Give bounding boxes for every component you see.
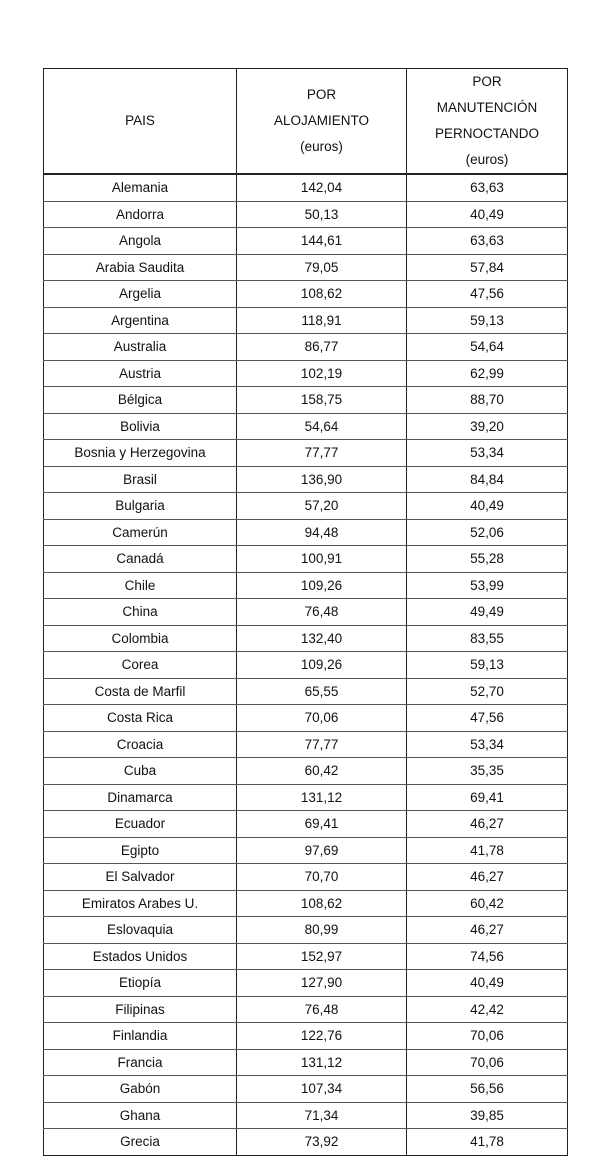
cell-manutencion: 57,84 <box>407 254 568 281</box>
cell-pais: Brasil <box>44 466 237 493</box>
table-row <box>44 652 568 679</box>
cell-pais: Etiopía <box>44 970 237 997</box>
table-row <box>44 307 568 334</box>
cell-manutencion: 63,63 <box>407 228 568 255</box>
cell-alojamiento: 69,41 <box>237 811 407 838</box>
cell-manutencion: 52,70 <box>407 678 568 705</box>
cell-pais: Canadá <box>44 546 237 573</box>
table-row <box>44 334 568 361</box>
table-row <box>44 625 568 652</box>
table-row <box>44 360 568 387</box>
table-row <box>44 970 568 997</box>
cell-pais: Corea <box>44 652 237 679</box>
cell-pais: Colombia <box>44 625 237 652</box>
cell-manutencion: 53,99 <box>407 572 568 599</box>
cell-manutencion: 52,06 <box>407 519 568 546</box>
cell-pais: Emiratos Arabes U. <box>44 890 237 917</box>
cell-pais: Egipto <box>44 837 237 864</box>
table-row <box>44 466 568 493</box>
cell-alojamiento: 50,13 <box>237 201 407 228</box>
cell-manutencion: 88,70 <box>407 387 568 414</box>
table-row <box>44 943 568 970</box>
cell-manutencion: 83,55 <box>407 625 568 652</box>
cell-pais: Croacia <box>44 731 237 758</box>
cell-manutencion: 70,06 <box>407 1049 568 1076</box>
cell-pais: Costa Rica <box>44 705 237 732</box>
header-alojamiento-line2: ALOJAMIENTO <box>273 113 370 128</box>
cell-alojamiento: 109,26 <box>237 652 407 679</box>
table-row <box>44 1049 568 1076</box>
cell-pais: Bosnia y Herzegovina <box>44 440 237 467</box>
cell-alojamiento: 131,12 <box>237 1049 407 1076</box>
header-alojamiento <box>237 69 407 175</box>
cell-alojamiento: 131,12 <box>237 784 407 811</box>
cell-pais: China <box>44 599 237 626</box>
cell-alojamiento: 80,99 <box>237 917 407 944</box>
header-alojamiento-line1: POR <box>306 87 337 102</box>
cell-manutencion: 40,49 <box>407 970 568 997</box>
cell-alojamiento: 118,91 <box>237 307 407 334</box>
cell-alojamiento: 144,61 <box>237 228 407 255</box>
cell-alojamiento: 100,91 <box>237 546 407 573</box>
table-row <box>44 731 568 758</box>
cell-manutencion: 55,28 <box>407 546 568 573</box>
cell-manutencion: 49,49 <box>407 599 568 626</box>
cell-alojamiento: 152,97 <box>237 943 407 970</box>
cell-alojamiento: 94,48 <box>237 519 407 546</box>
cell-pais: Alemania <box>44 174 237 201</box>
table-body <box>44 174 568 1155</box>
table-row <box>44 678 568 705</box>
header-pais <box>44 69 237 175</box>
cell-alojamiento: 65,55 <box>237 678 407 705</box>
cell-alojamiento: 108,62 <box>237 890 407 917</box>
header-pais-label: PAIS <box>125 113 155 128</box>
cell-manutencion: 41,78 <box>407 837 568 864</box>
header-manutencion <box>407 69 568 175</box>
table-row <box>44 387 568 414</box>
cell-manutencion: 59,13 <box>407 307 568 334</box>
cell-alojamiento: 122,76 <box>237 1023 407 1050</box>
table-row <box>44 1102 568 1129</box>
cell-pais: Ecuador <box>44 811 237 838</box>
table-row <box>44 254 568 281</box>
cell-alojamiento: 107,34 <box>237 1076 407 1103</box>
cell-pais: Grecia <box>44 1129 237 1156</box>
cell-pais: Camerún <box>44 519 237 546</box>
cell-alojamiento: 109,26 <box>237 572 407 599</box>
table-row <box>44 440 568 467</box>
cell-manutencion: 40,49 <box>407 493 568 520</box>
cell-pais: Francia <box>44 1049 237 1076</box>
table-row <box>44 201 568 228</box>
cell-manutencion: 84,84 <box>407 466 568 493</box>
table-header-row <box>44 69 568 175</box>
cell-alojamiento: 158,75 <box>237 387 407 414</box>
cell-alojamiento: 57,20 <box>237 493 407 520</box>
cell-pais: Australia <box>44 334 237 361</box>
cell-alojamiento: 54,64 <box>237 413 407 440</box>
cell-manutencion: 63,63 <box>407 174 568 201</box>
cell-pais: Austria <box>44 360 237 387</box>
cell-manutencion: 46,27 <box>407 917 568 944</box>
cell-manutencion: 41,78 <box>407 1129 568 1156</box>
cell-alojamiento: 136,90 <box>237 466 407 493</box>
table-row <box>44 1076 568 1103</box>
allowance-table-page <box>43 68 567 1156</box>
cell-alojamiento: 60,42 <box>237 758 407 785</box>
cell-pais: Bulgaria <box>44 493 237 520</box>
table-row <box>44 811 568 838</box>
cell-manutencion: 56,56 <box>407 1076 568 1103</box>
cell-pais: Bélgica <box>44 387 237 414</box>
table-row <box>44 758 568 785</box>
cell-alojamiento: 127,90 <box>237 970 407 997</box>
table-row <box>44 228 568 255</box>
cell-manutencion: 46,27 <box>407 864 568 891</box>
cell-pais: Finlandia <box>44 1023 237 1050</box>
cell-pais: Andorra <box>44 201 237 228</box>
cell-manutencion: 53,34 <box>407 731 568 758</box>
table-row <box>44 837 568 864</box>
header-alojamiento-line3: (euros) <box>300 139 343 154</box>
cell-pais: Argelia <box>44 281 237 308</box>
cell-manutencion: 60,42 <box>407 890 568 917</box>
cell-pais: Dinamarca <box>44 784 237 811</box>
header-manutencion-line1: POR <box>472 74 502 89</box>
cell-alojamiento: 71,34 <box>237 1102 407 1129</box>
table-row <box>44 493 568 520</box>
table-row <box>44 1023 568 1050</box>
cell-pais: Eslovaquia <box>44 917 237 944</box>
table-row <box>44 864 568 891</box>
table-row <box>44 890 568 917</box>
table-row <box>44 174 568 201</box>
cell-pais: Gabón <box>44 1076 237 1103</box>
table-row <box>44 996 568 1023</box>
cell-alojamiento: 70,06 <box>237 705 407 732</box>
cell-alojamiento: 70,70 <box>237 864 407 891</box>
cell-manutencion: 35,35 <box>407 758 568 785</box>
table-row <box>44 599 568 626</box>
table-row <box>44 281 568 308</box>
cell-manutencion: 42,42 <box>407 996 568 1023</box>
cell-manutencion: 69,41 <box>407 784 568 811</box>
cell-alojamiento: 108,62 <box>237 281 407 308</box>
allowance-table <box>43 68 568 1156</box>
header-manutencion-line2: MANUTENCIÓN <box>436 100 538 115</box>
table-row <box>44 519 568 546</box>
cell-pais: Chile <box>44 572 237 599</box>
cell-pais: Filipinas <box>44 996 237 1023</box>
cell-alojamiento: 77,77 <box>237 731 407 758</box>
cell-manutencion: 47,56 <box>407 281 568 308</box>
cell-manutencion: 47,56 <box>407 705 568 732</box>
table-row <box>44 784 568 811</box>
cell-alojamiento: 86,77 <box>237 334 407 361</box>
header-manutencion-line3: PERNOCTANDO <box>434 126 539 141</box>
cell-pais: Arabia Saudita <box>44 254 237 281</box>
cell-manutencion: 39,20 <box>407 413 568 440</box>
cell-manutencion: 46,27 <box>407 811 568 838</box>
table-row <box>44 546 568 573</box>
cell-pais: Costa de Marfil <box>44 678 237 705</box>
cell-alojamiento: 142,04 <box>237 174 407 201</box>
cell-alojamiento: 77,77 <box>237 440 407 467</box>
cell-manutencion: 40,49 <box>407 201 568 228</box>
cell-pais: Angola <box>44 228 237 255</box>
cell-pais: Ghana <box>44 1102 237 1129</box>
cell-alojamiento: 73,92 <box>237 1129 407 1156</box>
cell-pais: Argentina <box>44 307 237 334</box>
cell-alojamiento: 97,69 <box>237 837 407 864</box>
cell-alojamiento: 76,48 <box>237 996 407 1023</box>
table-row <box>44 413 568 440</box>
cell-pais: Cuba <box>44 758 237 785</box>
cell-alojamiento: 76,48 <box>237 599 407 626</box>
table-row <box>44 917 568 944</box>
table-row <box>44 705 568 732</box>
table-row <box>44 572 568 599</box>
cell-alojamiento: 79,05 <box>237 254 407 281</box>
header-manutencion-line4: (euros) <box>465 152 509 167</box>
cell-alojamiento: 132,40 <box>237 625 407 652</box>
cell-manutencion: 74,56 <box>407 943 568 970</box>
cell-pais: Bolivia <box>44 413 237 440</box>
cell-manutencion: 39,85 <box>407 1102 568 1129</box>
cell-pais: Estados Unidos <box>44 943 237 970</box>
cell-manutencion: 62,99 <box>407 360 568 387</box>
cell-manutencion: 54,64 <box>407 334 568 361</box>
cell-manutencion: 59,13 <box>407 652 568 679</box>
cell-pais: El Salvador <box>44 864 237 891</box>
cell-alojamiento: 102,19 <box>237 360 407 387</box>
cell-manutencion: 53,34 <box>407 440 568 467</box>
cell-manutencion: 70,06 <box>407 1023 568 1050</box>
table-row <box>44 1129 568 1156</box>
